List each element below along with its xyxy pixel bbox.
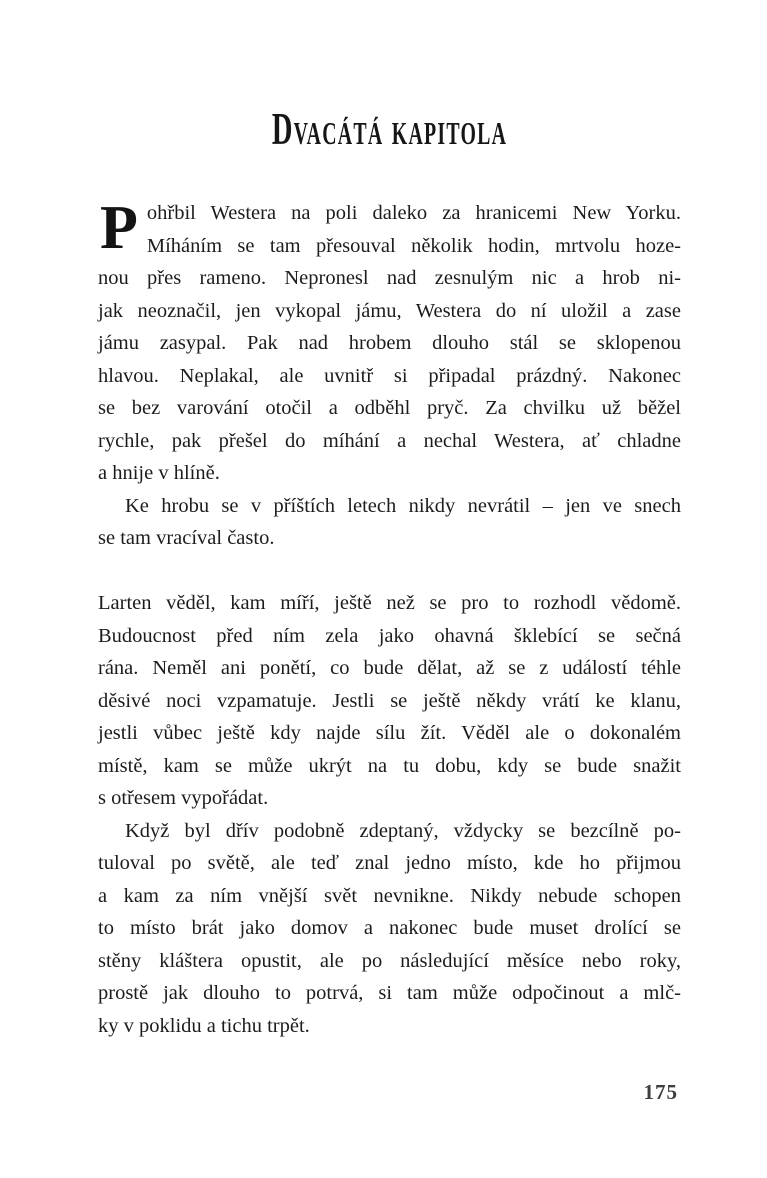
paragraph-1 [98,194,681,490]
paragraph-3 [98,587,681,815]
text-line: Míháním se tam přesouval několik hodin, mrtvolu hoze- [146,234,681,257]
page-number: 175 [643,1080,678,1104]
text-line: se bez varování otočil a odběhl pryč. Za chvilku už běžel [98,397,681,419]
text-line: děsivé noci vzpamatuje. Jestli se ještě někdy vrátí ke klanu, [98,689,681,712]
text-line: a hnije v hlíně. [98,462,220,484]
text-line: rychle, pak přešel do míhání a nechal Westera, ať chladne [98,429,681,452]
text-line: hlavou. Neplakal, ale uvnitř si připadal prázdný. Nakonec [98,364,681,387]
text-line: prostě jak dlouho to potrvá, si tam může odpočinout a mlč- [98,982,681,1004]
text-line: ohřbil Westera na poli daleko za hranicemi New Yorku. [146,202,681,224]
text-line: jámu zasypal. Pak nad hrobem dlouho stál se sklopenou [98,332,681,354]
paragraph-4 [98,815,681,1043]
text-line: nou přes rameno. Nepronesl nad zesnulým nic a hrob ni- [98,267,681,289]
text-line: se tam vracíval často. [98,527,275,549]
text-line: místě, kam se může ukrýt na tu dobu, kdy se bude snažit [98,754,681,777]
text-line: jestli vůbec ještě kdy najde sílu žít. Věděl ale o dokonalém [98,722,681,744]
text-line: a kam za ním vnější svět nevnikne. Nikdy nebude schopen [98,884,681,907]
text-line: rána. Neměl ani ponětí, co bude dělat, až se z událostí téhle [98,657,681,679]
drop-cap: P [100,194,138,262]
text-line: Budoucnost před ním zela jako ohavná šklebící se sečná [98,624,681,647]
section-break [98,555,681,588]
chapter-title: Dvacátá kapitola [271,103,508,154]
paragraph-2 [98,490,681,555]
text-line: Larten věděl, kam míří, ještě než se pro to rozhodl vědomě. [98,592,681,614]
text-block [98,194,681,1042]
text-line: s otřesem vypořádat. [98,787,269,809]
text-line: stěny kláštera opustit, ale po následující měsíce nebo roky, [98,949,681,972]
text-line: Když byl dřív podobně zdeptaný, vždycky se bezcílně po- [125,819,681,842]
text-line: ky v poklidu a tichu trpět. [98,1014,310,1037]
text-line: to místo brát jako domov a nakonec bude muset drolící se [98,917,681,939]
text-line: Ke hrobu se v příštích letech nikdy nevrátil – jen ve snech [125,494,681,517]
text-line: tuloval po světě, ale teď znal jedno místo, kde ho přijmou [98,852,681,874]
text-line: jak neoznačil, jen vykopal jámu, Westera do ní uložil a zase [98,299,681,322]
